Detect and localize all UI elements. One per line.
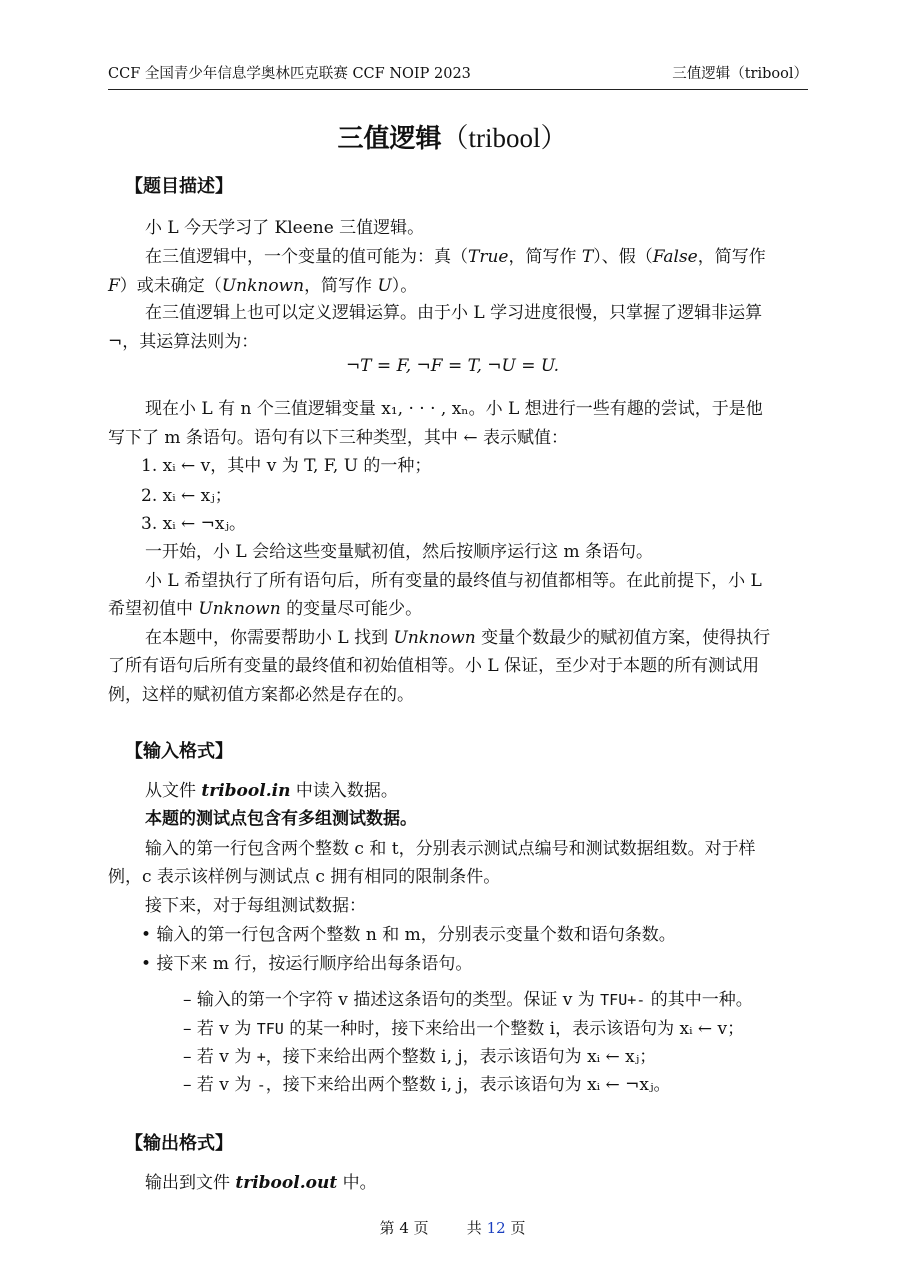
paragraph: 从文件 tribool.in 中读入数据。 [145,781,398,801]
page-title: 三值逻辑（tribool） [337,123,568,154]
list-item: 3. xᵢ ← ¬xⱼ。 [141,514,247,534]
header-right: 三值逻辑（tribool） [672,66,808,82]
paragraph: 例，c 表示该样例与测试点 c 拥有相同的限制条件。 [108,867,501,887]
paragraph: F）或未确定（Unknown，简写作 U）。 [108,276,418,296]
list-item: 1. xᵢ ← v，其中 v 为 T, F, U 的一种； [141,456,432,476]
paragraph: 在本题中，你需要帮助小 L 找到 Unknown 变量个数最少的赋初值方案，使得执行 [145,628,771,648]
section-heading-description: 【题目描述】 [125,176,233,197]
paragraph: 一开始，小 L 会给这些变量赋初值，然后按顺序运行这 m 条语句。 [145,542,654,562]
formula: ¬T = F, ¬F = T, ¬U = U. [345,356,560,376]
paragraph: 了所有语句后所有变量的最终值和初始值相等。小 L 保证，至少对于本题的所有测试用 [108,656,760,676]
page-footer: 第 4 页 共 12 页 [379,1219,526,1237]
paragraph: 输出到文件 tribool.out 中。 [145,1173,377,1193]
page-number: 4 [399,1219,409,1237]
bold-note: 本题的测试点包含有多组测试数据。 [145,809,417,829]
bullet-item: • 接下来 m 行，按运行顺序给出每条语句。 [141,954,473,974]
sub-item: – 若 v 为 TFU 的某一种时，接下来给出一个整数 i，表示该语句为 xᵢ ← v； [183,1019,745,1039]
sub-item: – 输入的第一个字符 v 描述这条语句的类型。保证 v 为 TFU+- 的其中一种。 [183,990,753,1010]
sub-item: – 若 v 为 +，接下来给出两个整数 i, j，表示该语句为 xᵢ ← xⱼ； [183,1047,657,1067]
sub-item: – 若 v 为 -，接下来给出两个整数 i, j，表示该语句为 xᵢ ← ¬xⱼ。 [183,1075,671,1095]
page-header [108,62,808,90]
paragraph: 现在小 L 有 n 个三值逻辑变量 x₁, · · · , xₙ。小 L 想进行一些有趣的尝试，于是他 [145,399,763,419]
paragraph: 接下来，对于每组测试数据： [145,896,366,916]
header-left: CCF 全国青少年信息学奥林匹克联赛 CCF NOIP 2023 [108,66,471,82]
paragraph: ¬，其运算法则为： [108,332,259,352]
paragraph: 写下了 m 条语句。语句有以下三种类型，其中 ← 表示赋值： [108,428,568,448]
paragraph: 在三值逻辑中，一个变量的值可能为：真（True，简写作 T）、假（False，简写作 [145,247,766,267]
paragraph: 小 L 希望执行了所有语句后，所有变量的最终值与初值都相等。在此前提下，小 L [145,571,762,591]
section-heading-input: 【输入格式】 [125,741,233,762]
section-heading-output: 【输出格式】 [125,1133,233,1154]
list-item: 2. xᵢ ← xⱼ； [141,486,232,506]
paragraph: 在三值逻辑上也可以定义逻辑运算。由于小 L 学习进度很慢，只掌握了逻辑非运算 [145,303,763,323]
total-pages: 12 [486,1219,506,1237]
bullet-item: • 输入的第一行包含两个整数 n 和 m，分别表示变量个数和语句条数。 [141,925,676,945]
paragraph: 小 L 今天学习了 Kleene 三值逻辑。 [145,218,425,238]
paragraph: 例，这样的赋初值方案都必然是存在的。 [108,685,414,705]
paragraph: 输入的第一行包含两个整数 c 和 t，分别表示测试点编号和测试数据组数。对于样 [145,839,756,859]
paragraph: 希望初值中 Unknown 的变量尽可能少。 [108,599,423,619]
